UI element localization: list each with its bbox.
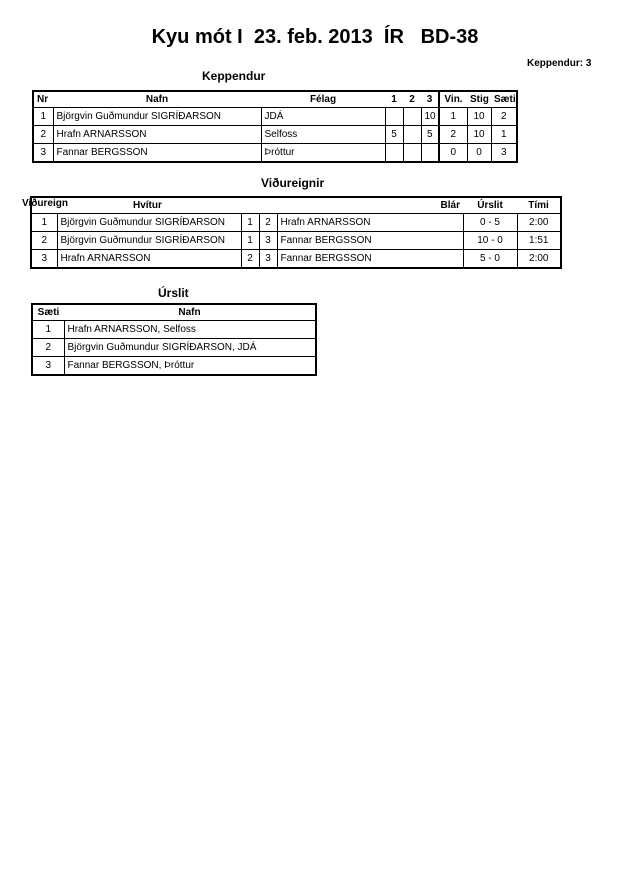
col-vidureign bbox=[22, 197, 68, 214]
col-timi: Tími bbox=[517, 197, 561, 214]
cell-nr: 2 bbox=[33, 126, 53, 144]
table-row bbox=[32, 339, 316, 357]
col-nafn: Nafn bbox=[64, 304, 316, 321]
cell-urslit: 5 - 0 bbox=[463, 250, 517, 269]
cell-round-1: 5 bbox=[385, 126, 403, 144]
cell-saeti: 3 bbox=[491, 144, 517, 163]
table-row bbox=[31, 250, 561, 269]
cell-stig: 0 bbox=[467, 144, 491, 163]
cell-blar: Fannar BERGSSON bbox=[277, 232, 463, 250]
cell-felag: JDÁ bbox=[261, 108, 385, 126]
cell-blar: Fannar BERGSSON bbox=[277, 250, 463, 269]
cell-vin: 0 bbox=[439, 144, 467, 163]
col-round-2: 2 bbox=[403, 91, 421, 108]
cell-round-2 bbox=[403, 144, 421, 163]
cell-nafn: Björgvin Guðmundur SIGRÍÐARSON, JDÁ bbox=[64, 339, 316, 357]
keppendur-header-row bbox=[33, 91, 517, 108]
cell-saeti: 3 bbox=[32, 357, 64, 376]
col-vidureign-label: Viðureign bbox=[22, 198, 68, 209]
vidureignir-header-row bbox=[31, 197, 561, 214]
competitor-count: Keppendur: 3 bbox=[527, 58, 592, 69]
cell-nr: 1 bbox=[33, 108, 53, 126]
cell-hvitur: Björgvin Guðmundur SIGRÍÐARSON bbox=[57, 214, 241, 232]
vidureignir-table bbox=[22, 196, 562, 269]
urslit-table bbox=[31, 303, 317, 376]
col-hvitur: Hvítur bbox=[57, 197, 277, 214]
keppendur-table bbox=[32, 90, 518, 163]
cell-felag: Þróttur bbox=[261, 144, 385, 163]
table-row bbox=[33, 108, 517, 126]
cell-hvitur: Björgvin Guðmundur SIGRÍÐARSON bbox=[57, 232, 241, 250]
cell-round-3: 10 bbox=[421, 108, 439, 126]
col-saeti: Sæti bbox=[491, 91, 517, 108]
cell-saeti: 1 bbox=[491, 126, 517, 144]
table-row bbox=[31, 214, 561, 232]
cell-timi: 2:00 bbox=[517, 214, 561, 232]
table-row bbox=[31, 232, 561, 250]
cell-timi: 2:00 bbox=[517, 250, 561, 269]
col-saeti: Sæti bbox=[32, 304, 64, 321]
cell-nafn: Hrafn ARNARSSON bbox=[53, 126, 261, 144]
table-row bbox=[32, 321, 316, 339]
cell-saeti: 1 bbox=[32, 321, 64, 339]
vidureignir-heading: Viðureignir bbox=[261, 176, 325, 190]
cell-saeti: 2 bbox=[491, 108, 517, 126]
cell-urslit: 0 - 5 bbox=[463, 214, 517, 232]
cell-hvitur-nr: 1 bbox=[241, 214, 259, 232]
cell-nafn: Fannar BERGSSON bbox=[53, 144, 261, 163]
cell-hvitur-nr: 2 bbox=[241, 250, 259, 269]
col-nr: Nr bbox=[33, 91, 53, 108]
cell-stig: 10 bbox=[467, 126, 491, 144]
cell-nr: 3 bbox=[31, 250, 57, 269]
urslit-heading: Úrslit bbox=[158, 286, 189, 300]
table-row bbox=[33, 144, 517, 163]
cell-vin: 2 bbox=[439, 126, 467, 144]
cell-blar-nr: 2 bbox=[259, 214, 277, 232]
keppendur-heading: Keppendur bbox=[202, 69, 266, 83]
cell-round-1 bbox=[385, 108, 403, 126]
cell-hvitur-nr: 1 bbox=[241, 232, 259, 250]
col-blar: Blár bbox=[277, 197, 463, 214]
cell-nr: 2 bbox=[31, 232, 57, 250]
cell-timi: 1:51 bbox=[517, 232, 561, 250]
cell-saeti: 2 bbox=[32, 339, 64, 357]
col-felag: Félag bbox=[261, 91, 385, 108]
page-title: Kyu mót I 23. feb. 2013 ÍR BD-38 bbox=[151, 26, 479, 48]
cell-nr: 1 bbox=[31, 214, 57, 232]
cell-round-2 bbox=[403, 108, 421, 126]
cell-blar-nr: 3 bbox=[259, 232, 277, 250]
cell-nafn: Hrafn ARNARSSON, Selfoss bbox=[64, 321, 316, 339]
col-vin: Vin. bbox=[439, 91, 467, 108]
cell-stig: 10 bbox=[467, 108, 491, 126]
urslit-header-row bbox=[32, 304, 316, 321]
cell-hvitur: Hrafn ARNARSSON bbox=[57, 250, 241, 269]
cell-urslit: 10 - 0 bbox=[463, 232, 517, 250]
cell-nr: 3 bbox=[33, 144, 53, 163]
cell-nafn: Fannar BERGSSON, Þróttur bbox=[64, 357, 316, 376]
cell-round-2 bbox=[403, 126, 421, 144]
col-round-3: 3 bbox=[421, 91, 439, 108]
table-row bbox=[33, 126, 517, 144]
cell-round-3: 5 bbox=[421, 126, 439, 144]
cell-round-1 bbox=[385, 144, 403, 163]
cell-nafn: Björgvin Guðmundur SIGRÍÐARSON bbox=[53, 108, 261, 126]
col-round-1: 1 bbox=[385, 91, 403, 108]
cell-blar-nr: 3 bbox=[259, 250, 277, 269]
cell-round-3 bbox=[421, 144, 439, 163]
col-stig: Stig bbox=[467, 91, 491, 108]
cell-felag: Selfoss bbox=[261, 126, 385, 144]
col-urslit: Úrslit bbox=[463, 197, 517, 214]
cell-blar: Hrafn ARNARSSON bbox=[277, 214, 463, 232]
table-row bbox=[32, 357, 316, 376]
cell-vin: 1 bbox=[439, 108, 467, 126]
col-nafn: Nafn bbox=[53, 91, 261, 108]
